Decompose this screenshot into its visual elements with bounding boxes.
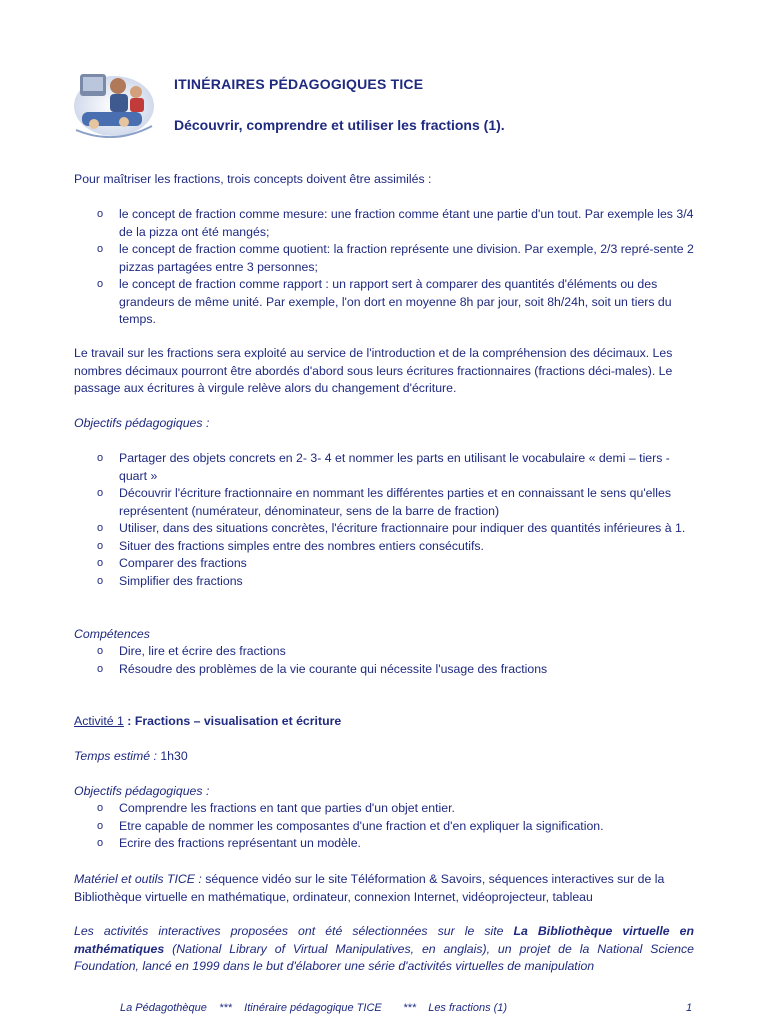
list-item: o Situer des fractions simples entre des nombres entiers consécutifs. [97, 538, 697, 556]
list-item: o le concept de fraction comme quotient: la fraction représente une division. Par exemple, 2/3 repré-sente 2 pizzas partagées entre 3 personnes; [97, 241, 697, 276]
materiel-label: Matériel et outils TICE : [74, 872, 206, 886]
objectifs-heading: Objectifs pédagogiques : [74, 416, 210, 430]
list-item: o le concept de fraction comme rapport : un rapport sert à comparer des quantités d'éléments ou des grandeurs de même unité. Par exemple, l'on dort en moyenne 8h par jour, soit 8h/24h, soit un tiers du temps. [97, 276, 697, 329]
page-title: ITINÉRAIRES PÉDAGOGIQUES TICE [174, 76, 424, 92]
activites-text-1: Les activités interactives proposées ont été sélectionnées sur le site [74, 924, 514, 938]
materiel-value: séquence vidéo sur le site Téléformation & Savoirs, séquences interactives sur de la Bibliothèque virtuelle en mathématique, ordinateur, connexion Internet, vidéoprojecteur, tableau [74, 872, 665, 904]
list-item: o Partager des objets concrets en 2- 3- 4 et nommer les parts en utilisant le vocabulaire « demi – tiers - quart » [97, 450, 697, 485]
activity-title: : Fractions – visualisation et écriture [123, 714, 342, 728]
bibliotheque-link-text: La Bibliothèque virtuelle en mathématiques [74, 924, 694, 956]
materiel-paragraph [74, 871, 694, 906]
page-footer: La Pédagothèque *** Itinéraire pédagogique TICE *** Les fractions (1) [120, 1002, 508, 1014]
list-item: o Etre capable de nommer les composantes d'une fraction et d'en expliquer la signification. [97, 818, 697, 836]
page-subtitle: Découvrir, comprendre et utiliser les fractions (1). [174, 117, 505, 133]
activites-text-2: (National Library of Virtual Manipulatives, en anglais), un projet de la National Science Foundation, lancé en 1999 dans le but d'élaborer une série d'activités virtuelles de manipulation [74, 941, 694, 973]
estimated-time-value: 1h30 [160, 749, 188, 763]
competences-list [97, 643, 697, 678]
fractions-decimals-paragraph: Le travail sur les fractions sera exploité au service de l'introduction et de la compréhension des décimaux. Les nombres décimaux pourront être abordés d'abord sous leurs écritures fractionnaires (fractions déci-males). Le passage aux écritures à virgule relève alors du changement d'écriture. [74, 346, 673, 395]
concepts-list [97, 206, 697, 329]
intro-text: Pour maîtriser les fractions, trois concepts doivent être assimilés : [74, 172, 432, 186]
activites-paragraph [74, 923, 694, 976]
activity-label: Activité 1 [74, 714, 124, 728]
page-number: 1 [686, 1002, 693, 1014]
list-item: o Simplifier des fractions [97, 573, 697, 591]
list-item: o Utiliser, dans des situations concrètes, l'écriture fractionnaire pour indiquer des quantités inférieures à 1. [97, 520, 697, 538]
list-item: o Dire, lire et écrire des fractions [97, 643, 697, 661]
estimated-time-label: Temps estimé : [74, 749, 161, 763]
activity-objectifs-list [97, 800, 697, 853]
list-item: o le concept de fraction comme mesure: une fraction comme étant une partie d'un tout. Par exemple les 3/4 de la pizza ont été mangés; [97, 206, 697, 241]
competences-heading: Compétences [74, 627, 150, 641]
activity-objectifs-label: Objectifs pédagogiques : [74, 784, 210, 798]
list-item: o Résoudre des problèmes de la vie courante qui nécessite l'usage des fractions [97, 661, 697, 679]
list-item: o Comprendre les fractions en tant que parties d'un objet entier. [97, 800, 697, 818]
activity-heading [74, 713, 694, 731]
estimated-time [74, 748, 694, 766]
classroom-photo-logo [72, 66, 156, 138]
list-item: o Comparer des fractions [97, 555, 697, 573]
list-item: o Découvrir l'écriture fractionnaire en nommant les différentes parties et en connaissant le sens qu'elles représentent (numérateur, dénominateur, sens de la barre de fraction) [97, 485, 697, 520]
list-item: o Ecrire des fractions représentant un modèle. [97, 835, 697, 853]
objectifs-list [97, 450, 697, 590]
